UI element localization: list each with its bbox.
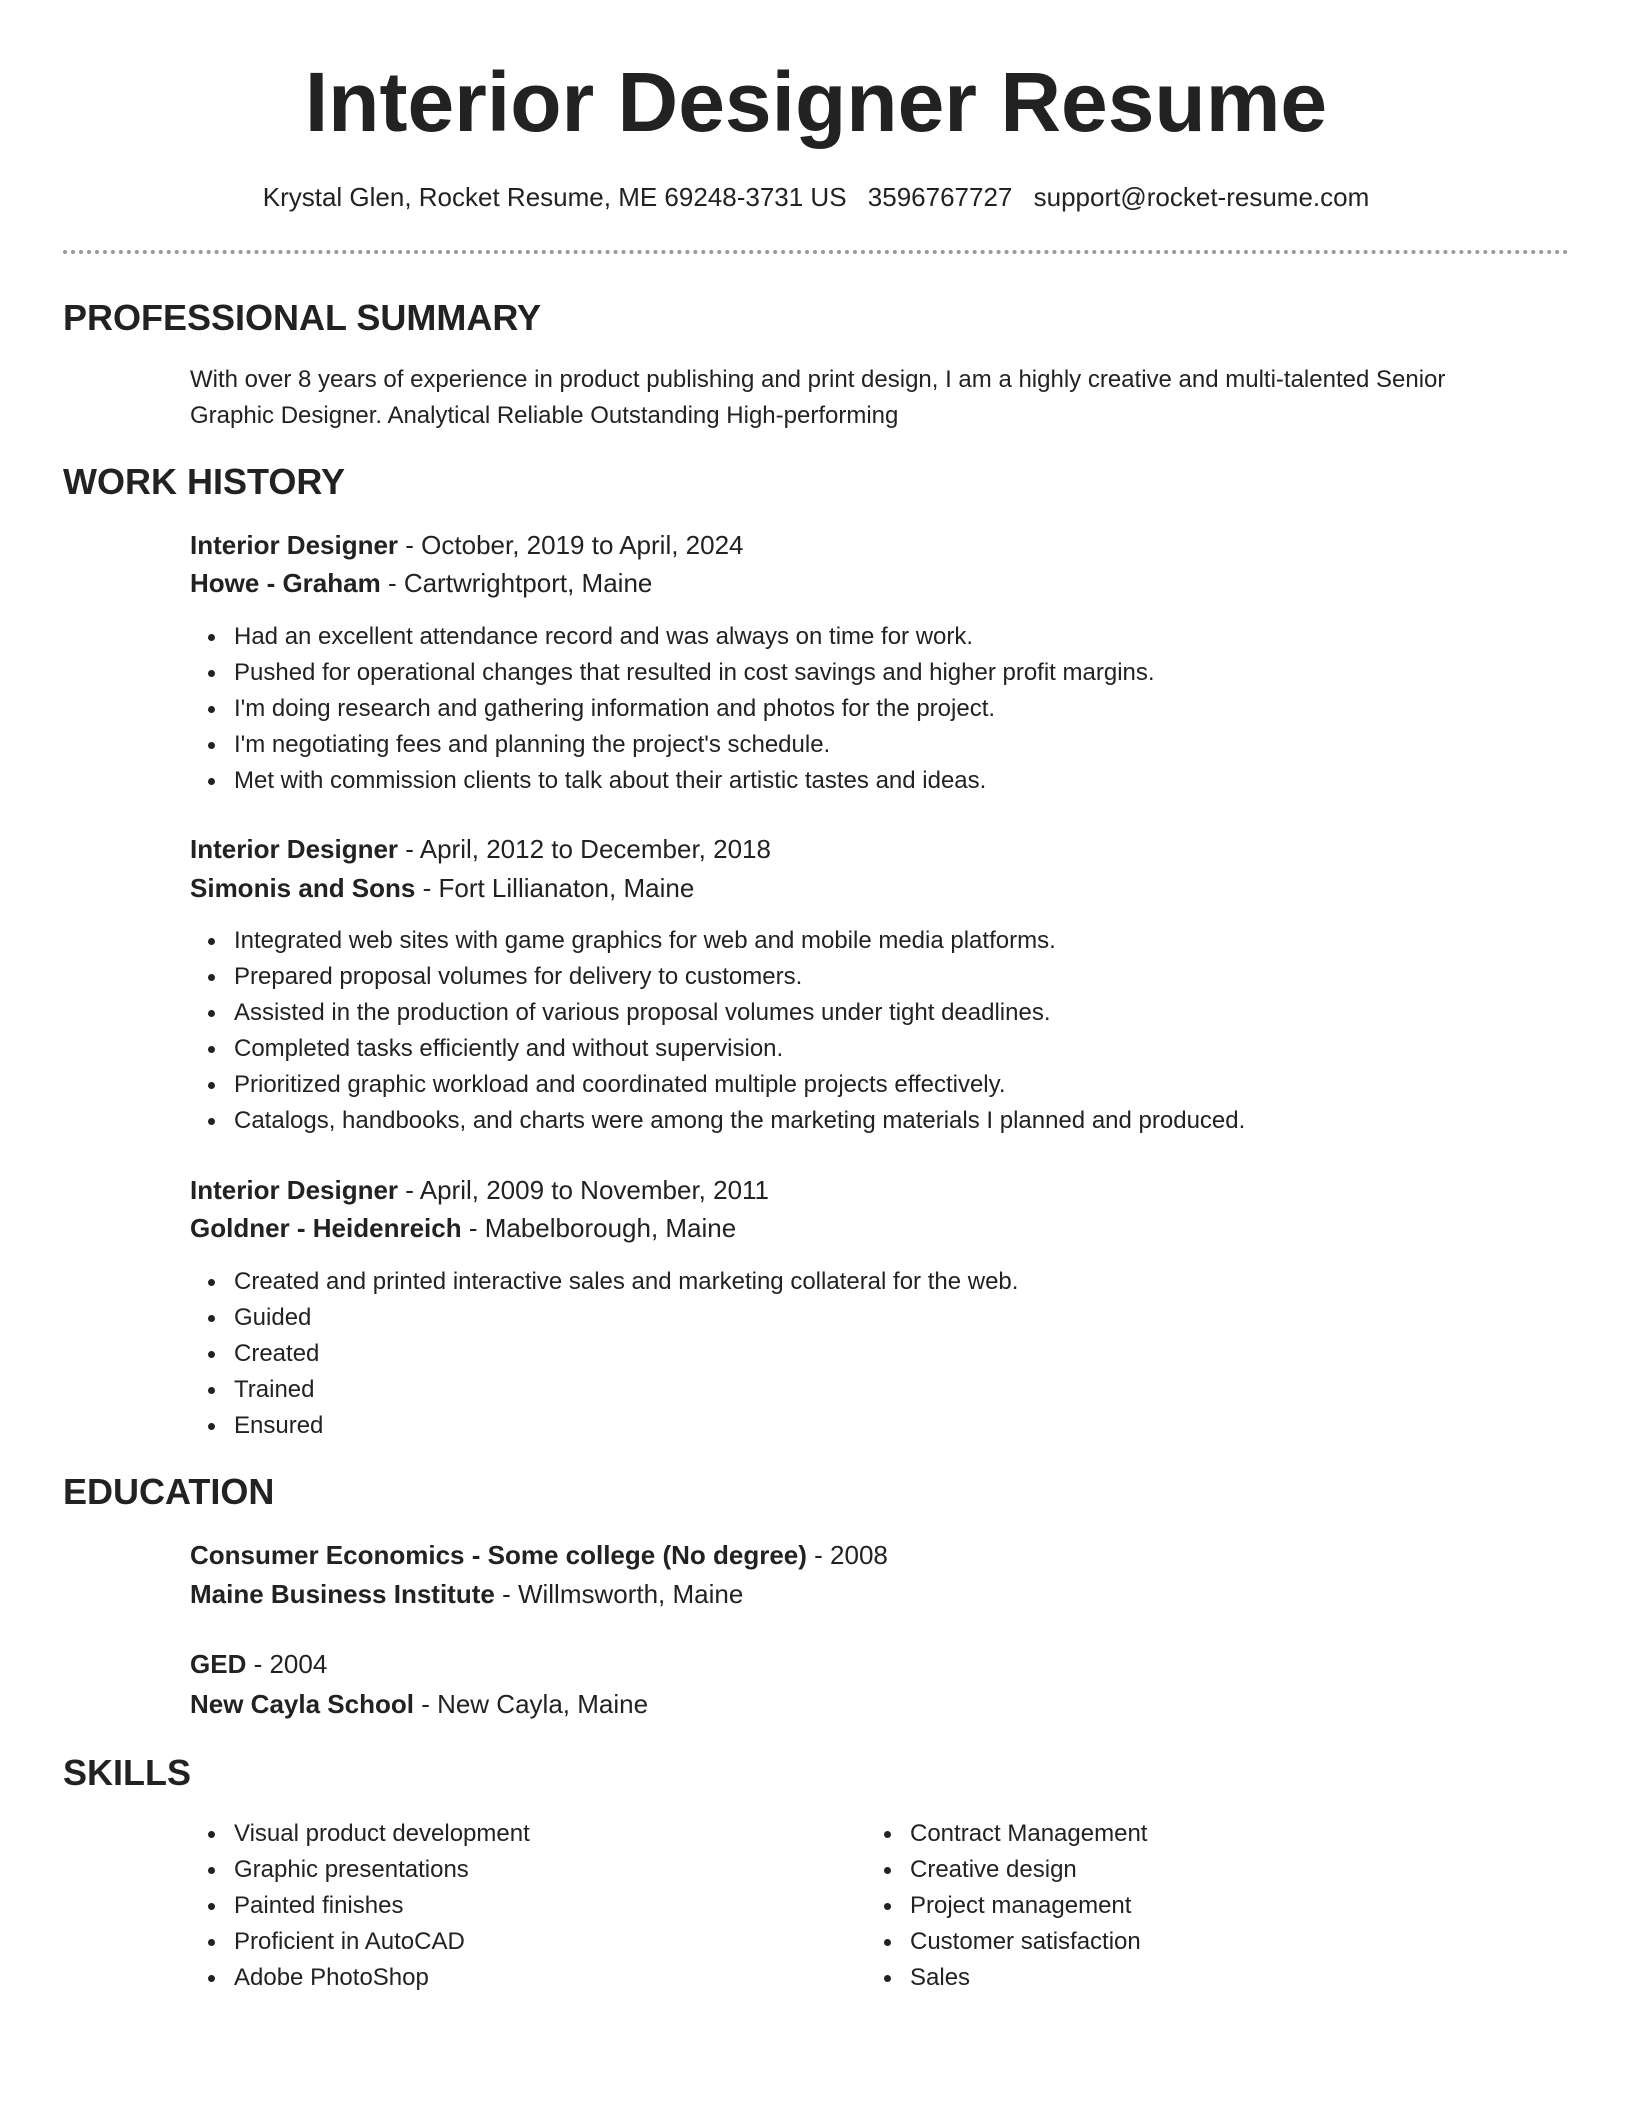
education-1-degree-line xyxy=(190,1537,888,1573)
list-item: Had an excellent attendance record and was always on time for work. xyxy=(234,619,1155,655)
list-item: Painted finishes xyxy=(234,1888,530,1924)
education-2-degree-line xyxy=(190,1646,327,1682)
header-divider xyxy=(63,250,1569,254)
job-2-dates: - April, 2012 to December, 2018 xyxy=(398,834,771,864)
job-1-location: - Cartwrightport, Maine xyxy=(380,568,653,598)
list-item: Prioritized graphic workload and coordinated multiple projects effectively. xyxy=(234,1067,1245,1103)
list-item: Customer satisfaction xyxy=(910,1924,1147,1960)
job-1-title: Interior Designer xyxy=(190,530,399,560)
education-2-degree: GED xyxy=(190,1649,247,1679)
list-item: Pushed for operational changes that resulted in cost savings and higher profit margins. xyxy=(234,655,1155,691)
job-3-dates: - April, 2009 to November, 2011 xyxy=(398,1175,770,1205)
job-1-dates: - October, 2019 to April, 2024 xyxy=(398,530,744,560)
education-1-location: - Willmsworth, Maine xyxy=(494,1579,744,1609)
list-item: Catalogs, handbooks, and charts were among the marketing materials I planned and produced. xyxy=(234,1103,1245,1139)
list-item: Created xyxy=(234,1336,1018,1372)
job-3-title: Interior Designer xyxy=(190,1175,399,1205)
job-3-location: - Mabelborough, Maine xyxy=(461,1213,737,1243)
list-item: Guided xyxy=(234,1300,1018,1336)
summary-heading: PROFESSIONAL SUMMARY xyxy=(63,297,542,338)
job-2-company: Simonis and Sons xyxy=(190,873,416,903)
resume-title: Interior Designer Resume xyxy=(304,55,1328,149)
job-2-title: Interior Designer xyxy=(190,834,399,864)
list-item: Assisted in the production of various proposal volumes under tight deadlines. xyxy=(234,995,1245,1031)
skills-list-left xyxy=(190,1816,530,1996)
education-1-school-line xyxy=(190,1576,743,1612)
education-2-location: - New Cayla, Maine xyxy=(413,1689,649,1719)
list-item: Created and printed interactive sales and marketing collateral for the web. xyxy=(234,1264,1018,1300)
list-item: Prepared proposal volumes for delivery to customers. xyxy=(234,959,1245,995)
list-item: Integrated web sites with game graphics for web and mobile media platforms. xyxy=(234,923,1245,959)
education-1-year: - 2008 xyxy=(806,1540,888,1570)
list-item: Met with commission clients to talk about their artistic tastes and ideas. xyxy=(234,763,1155,799)
list-item: Graphic presentations xyxy=(234,1852,530,1888)
contact-address: Krystal Glen, Rocket Resume, ME 69248-3731 US xyxy=(262,182,847,212)
list-item: Trained xyxy=(234,1372,1018,1408)
job-3-company: Goldner - Heidenreich xyxy=(190,1213,462,1243)
education-heading: EDUCATION xyxy=(63,1471,275,1512)
job-1-company-line xyxy=(190,565,652,601)
list-item: Project management xyxy=(910,1888,1147,1924)
list-item: Completed tasks efficiently and without supervision. xyxy=(234,1031,1245,1067)
list-item: I'm negotiating fees and planning the project's schedule. xyxy=(234,727,1155,763)
job-3-title-line xyxy=(190,1172,769,1208)
summary-line-1: With over 8 years of experience in product publishing and print design, I am a highly creative and multi-talented Senior xyxy=(190,366,1446,393)
list-item: Creative design xyxy=(910,1852,1147,1888)
skills-list-right xyxy=(866,1816,1147,1996)
education-2-year: - 2004 xyxy=(246,1649,328,1679)
list-item: I'm doing research and gathering information and photos for the project. xyxy=(234,691,1155,727)
job-2-location: - Fort Lillianaton, Maine xyxy=(415,873,695,903)
skills-heading: SKILLS xyxy=(63,1752,192,1793)
job-3-bullets xyxy=(190,1264,1018,1444)
job-1-title-line xyxy=(190,527,744,563)
list-item: Visual product development xyxy=(234,1816,530,1852)
education-2-school: New Cayla School xyxy=(190,1689,414,1719)
list-item: Ensured xyxy=(234,1408,1018,1444)
education-2-school-line xyxy=(190,1686,648,1722)
job-3-company-line xyxy=(190,1210,736,1246)
list-item: Proficient in AutoCAD xyxy=(234,1924,530,1960)
summary-line-2: Graphic Designer. Analytical Reliable Outstanding High-performing xyxy=(190,402,899,429)
job-2-title-line xyxy=(190,831,771,867)
job-2-company-line xyxy=(190,870,694,906)
contact-email: support@rocket-resume.com xyxy=(1033,182,1370,212)
work-history-heading: WORK HISTORY xyxy=(63,461,346,502)
summary-text xyxy=(190,362,1530,434)
job-1-company: Howe - Graham xyxy=(190,568,381,598)
list-item: Adobe PhotoShop xyxy=(234,1960,530,1996)
list-item: Sales xyxy=(910,1960,1147,1996)
job-2-bullets xyxy=(190,923,1245,1139)
list-item: Contract Management xyxy=(910,1816,1147,1852)
contact-phone: 3596767727 xyxy=(867,182,1013,212)
job-1-bullets xyxy=(190,619,1155,799)
education-1-school: Maine Business Institute xyxy=(190,1579,495,1609)
education-1-degree: Consumer Economics - Some college (No degree) xyxy=(190,1540,807,1570)
contact-line xyxy=(0,180,1632,214)
